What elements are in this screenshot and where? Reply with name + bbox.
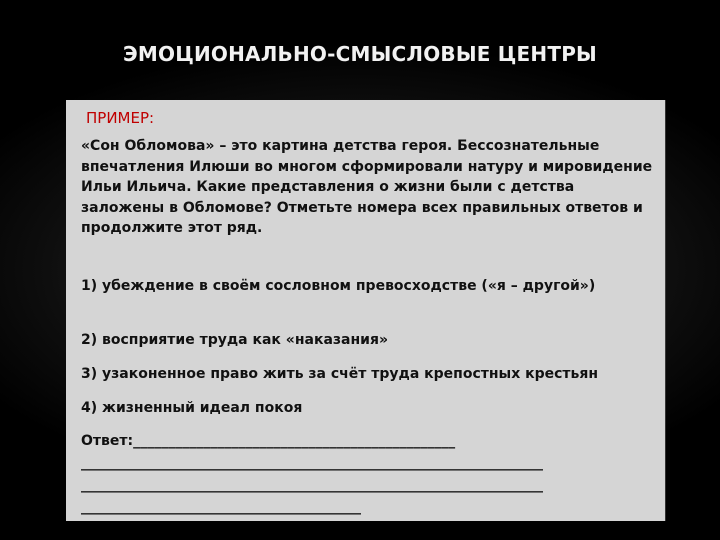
intro-paragraph: «Сон Обломова» – это картина детства героя. Бессознательные впечатления Илюши во многом сформировали натуру и мировидение Ильи Ильича. Какие представления о жизни были с детства заложены в Обломове? Отметьте номера всех правильных ответов и продолжите этот ряд. bbox=[81, 138, 653, 236]
answer-option-1: 1) убеждение в своём сословном превосходстве («я – другой») bbox=[81, 278, 596, 294]
answer-line-3: __________________________________________________________________ bbox=[81, 477, 543, 493]
answer-line-1: Ответ:______________________________________________ bbox=[81, 433, 456, 449]
content-panel bbox=[66, 100, 665, 521]
slide-title: ЭМОЦИОНАЛЬНО-СМЫСЛОВЫЕ ЦЕНТРЫ bbox=[123, 42, 597, 66]
answer-area bbox=[81, 430, 661, 518]
answer-option-4: 4) жизненный идеал покоя bbox=[81, 400, 303, 416]
example-label: ПРИМЕР: bbox=[86, 109, 155, 127]
answer-option-2: 2) восприятие труда как «наказания» bbox=[81, 332, 389, 348]
answer-option-3: 3) узаконенное право жить за счёт труда крепостных крестьян bbox=[81, 366, 599, 382]
answer-line-2: __________________________________________________________________ bbox=[81, 455, 543, 471]
panel-right-edge bbox=[665, 100, 666, 521]
answer-line-4: ________________________________________ bbox=[81, 499, 361, 515]
